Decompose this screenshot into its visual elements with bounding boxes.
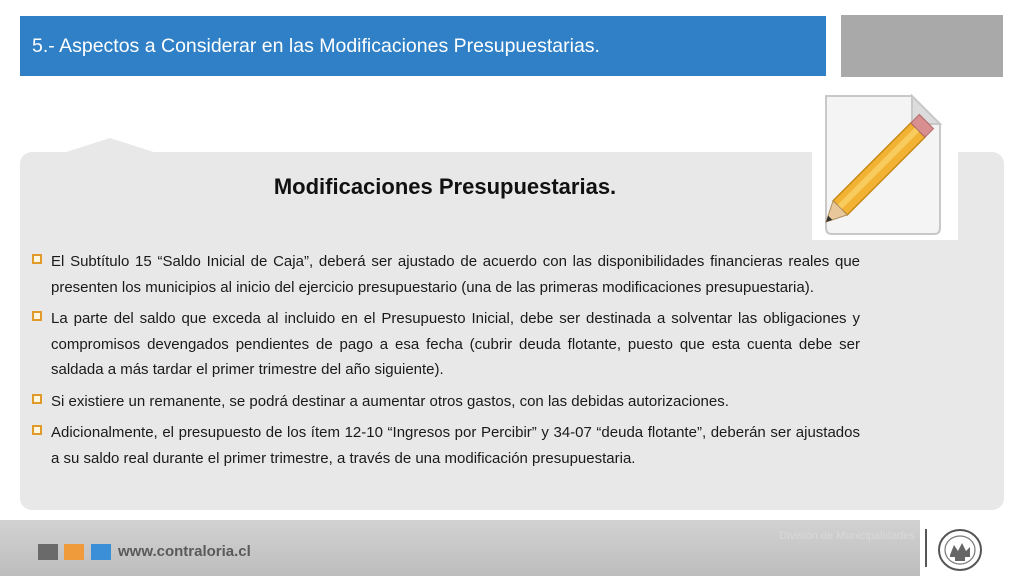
footer-url-link[interactable]: www.contraloria.cl (118, 543, 251, 560)
footer-square-blue (91, 544, 111, 560)
bullet-text: Si existiere un remanente, se podrá destinar a aumentar otros gastos, con las debidas autorizaciones. (51, 392, 729, 410)
header-grey-block (841, 15, 1003, 77)
list-item (32, 420, 860, 471)
bullet-text: La parte del saldo que exceda al incluido en el Presupuesto Inicial, debe ser destinada a solventar las obligaciones y compromisos devengados pendientes de pago a esa fecha (cubrir deuda flotante, puesto que esta cuenta debe ser saldada a más tardar el primer trimestre del año siguiente). (51, 310, 860, 378)
checkbox-bullet-icon (32, 254, 42, 264)
checkbox-bullet-icon (32, 394, 42, 404)
slide-title: 5.- Aspectos a Considerar en las Modificaciones Presupuestarias. (32, 34, 600, 57)
content-heading: Modificaciones Presupuestarias. (273, 174, 617, 199)
footer-square-orange (64, 544, 84, 560)
list-item (32, 306, 860, 383)
checkbox-bullet-icon (32, 425, 42, 435)
contraloria-seal-icon (936, 527, 984, 573)
footer-divider (925, 529, 927, 567)
notepad-pencil-icon (812, 88, 958, 240)
bullet-list (32, 249, 860, 477)
list-item (32, 249, 860, 300)
bullet-text: El Subtítulo 15 “Saldo Inicial de Caja”, deberá ser ajustado de acuerdo con las disponibilidades financieras reales que presenten los municipios al inicio del ejercicio presupuestario (una de las primeras modificaciones presupuestaria). (51, 253, 860, 296)
list-item (32, 389, 860, 415)
bullet-text: Adicionalmente, el presupuesto de los ítem 12-10 “Ingresos por Percibir” y 34-07 “deuda flotante”, deberán ser ajustados a su saldo real durante el primer trimestre, a través de una modificación presupuestaria. (51, 424, 860, 467)
checkbox-bullet-icon (32, 311, 42, 321)
slide-header (20, 16, 826, 76)
footer-square-grey (38, 544, 58, 560)
footer-division-label: División de Municipalidades (779, 530, 915, 542)
